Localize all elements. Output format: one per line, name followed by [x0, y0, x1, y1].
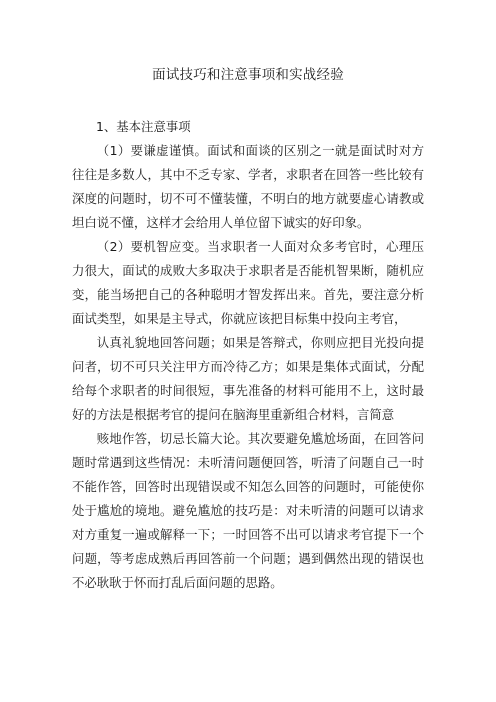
paragraph: 赅地作答，切忌长篇大论。其次要避免尴尬场面，在回答问题时常遇到这些情况：未听清问题便回答，听清了问题自己一时不能作答，回答时出现错误或不知怎么回答的问题时，可能使你处于尴尬的境地。避免尴尬的技巧是：对未听清的问题可以请求对方重复一遍或解释一下；一时回答不出可以请求考官提下一个问题，等考虑成熟后再回答前一个问题；遇到偶然出现的错误也不必耿耿于怀而打乱后面问题的思路。	[72, 431, 424, 590]
paragraph: 认真礼貌地回答问题；如果是答辩式，你则应把目光投向提问者，切不可只关注甲方而冷待乙方；如果是集体式面试，分配给每个求职者的时间很短，事先准备的材料可能用不上，这时最好的方法是根据考官的提问在脑海里重新组合材料，言简意	[72, 335, 424, 422]
section-heading: 1、基本注意事项	[96, 119, 191, 134]
paragraph: （2）要机智应变。当求职者一人面对众多考官时，心理压力很大，面试的成败大多取决于求职者是否能机智果断，随机应变，能当场把自己的各种聪明才智发挥出来。首先，要注意分析面试类型，如果是主导式，你就应该把目标集中投向主考官，	[72, 239, 424, 326]
document-title: 面试技巧和注意事项和实战经验	[152, 67, 344, 83]
document-body	[72, 115, 424, 595]
paragraph: （1）要谦虚谨慎。面试和面谈的区别之一就是面试时对方往往是多数人，其中不乏专家、学者，求职者在回答一些比较有深度的问题时，切不可不懂装懂，不明白的地方就要虚心请教或坦白说不懂，这样才会给用人单位留下诚实的好印象。	[72, 143, 424, 230]
